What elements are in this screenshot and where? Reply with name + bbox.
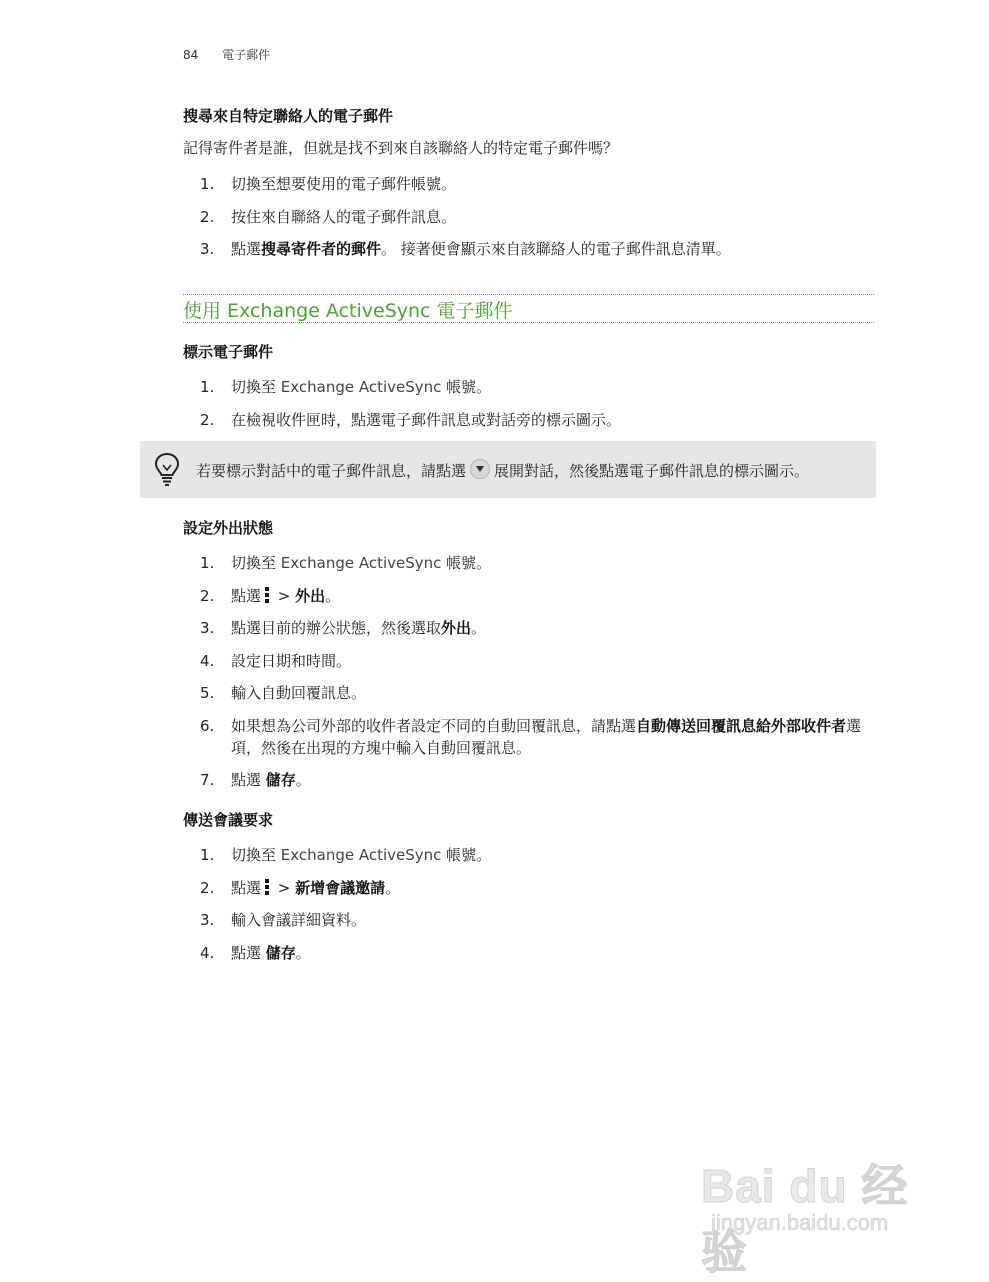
list-item: 2. 點選 > 新增會議邀請。 bbox=[200, 878, 401, 897]
menu-icon bbox=[265, 587, 269, 604]
search-heading: 搜尋來自特定聯絡人的電子郵件 bbox=[183, 107, 394, 125]
chapter-title: 電子郵件 bbox=[222, 48, 271, 62]
menu-icon bbox=[265, 879, 269, 896]
page-header bbox=[183, 46, 270, 63]
list-item: 7. 點選 儲存。 bbox=[200, 771, 311, 789]
list-item: 4. 設定日期和時間。 bbox=[200, 651, 352, 670]
expand-arrow-icon bbox=[470, 459, 490, 479]
watermark-logo: Bai du 经验 bbox=[701, 1160, 909, 1278]
flag-heading: 標示電子郵件 bbox=[183, 343, 274, 361]
list-item: 1. 切換至想要使用的電子郵件帳號。 bbox=[200, 175, 457, 193]
list-item: 2. 點選 > 外出。 bbox=[200, 586, 341, 605]
list-item: 5. 輸入自動回覆訊息。 bbox=[200, 684, 367, 702]
meeting-steps bbox=[200, 844, 880, 974]
list-item: 3. 輸入會議詳細資料。 bbox=[200, 911, 367, 929]
list-item: 1. 切換至 Exchange ActiveSync 帳號。 bbox=[200, 846, 492, 864]
list-item: 2. 按住來自聯絡人的電子郵件訊息。 bbox=[200, 207, 457, 226]
list-item: 6. 如果想為公司外部的收件者設定不同的自動回覆訊息，請點選自動傳送回覆訊息給外部收件者選項，然後在出現的方塊中輸入自動回覆訊息。 bbox=[200, 716, 862, 757]
tip-text: 若要標示對話中的電子郵件訊息，請點選 展開對話，然後點選電子郵件訊息的標示圖示。 bbox=[196, 459, 809, 481]
search-intro: 記得寄件者是誰，但就是找不到來自該聯絡人的特定電子郵件嗎？ bbox=[183, 139, 619, 157]
section-rule-bottom bbox=[183, 322, 874, 323]
list-item: 1. 切換至 Exchange ActiveSync 帳號。 bbox=[200, 378, 492, 396]
lightbulb-icon bbox=[154, 452, 180, 486]
oof-steps bbox=[200, 552, 880, 802]
list-item: 2. 在檢視收件匣時，點選電子郵件訊息或對話旁的標示圖示。 bbox=[200, 410, 622, 429]
watermark-url: jingyan.baidu.com bbox=[711, 1210, 889, 1235]
section-title: 使用 Exchange ActiveSync 電子郵件 bbox=[183, 300, 513, 322]
flag-steps bbox=[200, 376, 880, 441]
baidu-watermark bbox=[701, 1130, 931, 1278]
list-item: 4. 點選 儲存。 bbox=[200, 943, 311, 962]
page-number: 84 bbox=[183, 48, 199, 62]
list-item: 3. 點選搜尋寄件者的郵件。 接著便會顯示來自該聯絡人的電子郵件訊息清單。 bbox=[200, 240, 731, 258]
meeting-heading: 傳送會議要求 bbox=[183, 811, 274, 829]
oof-heading: 設定外出狀態 bbox=[183, 519, 274, 537]
list-item: 1. 切換至 Exchange ActiveSync 帳號。 bbox=[200, 554, 492, 572]
section-rule-top bbox=[183, 294, 874, 295]
search-steps bbox=[200, 173, 880, 271]
list-item: 3. 點選目前的辦公狀態，然後選取外出。 bbox=[200, 619, 487, 637]
